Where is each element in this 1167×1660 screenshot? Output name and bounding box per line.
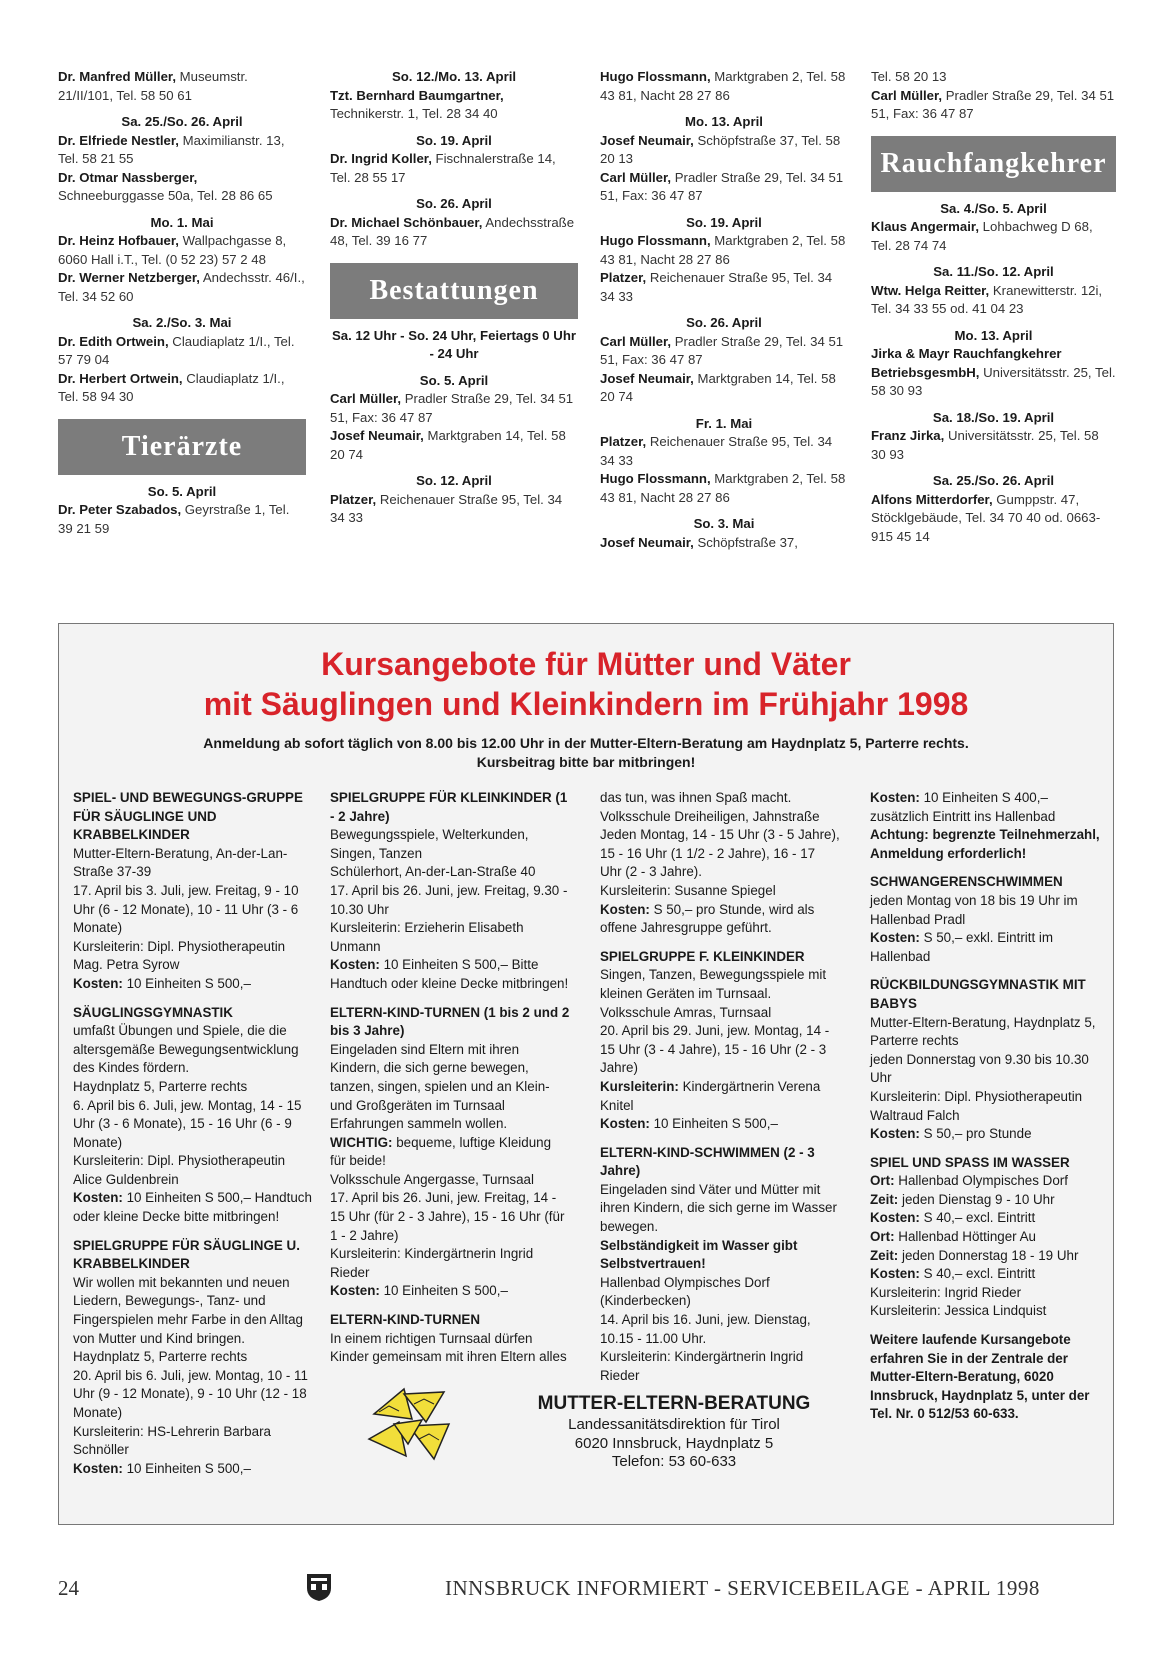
entry-details: Maximilianstr. 13, Tel. 58 21 55 xyxy=(58,132,285,166)
course-keyline xyxy=(330,1282,570,1301)
listing-column-2 xyxy=(330,68,578,528)
date-heading: So. 3. Mai xyxy=(693,516,755,531)
listing-entry xyxy=(871,68,1116,87)
course-value: 10 Einheiten S 500,– xyxy=(649,1116,778,1132)
course-text: Mutter-Eltern-Beratung, Haydnplatz 5, Parterre rechts xyxy=(870,1014,1096,1049)
course-text: Kursleiterin: Dipl. Physiotherapeutin Mag. Petra Syrow xyxy=(73,938,286,973)
listing-entry xyxy=(58,169,306,206)
entry-name: Dr. Werner Netzberger, xyxy=(58,270,200,285)
entry-details: Andechsstr. 46/I., Tel. 34 52 60 xyxy=(58,270,305,304)
course-text: 14. April bis 16. Juni, jew. Dienstag, 10.15 - 11.00 Uhr. xyxy=(600,1312,811,1346)
course-text: Haydnplatz 5, Parterre rechts xyxy=(73,1349,248,1365)
registration-line-2: Kursbeitrag bitte bar mitbringen! xyxy=(476,754,696,770)
entry-details: Claudiaplatz 1/I., Tel. 58 94 30 xyxy=(58,370,285,404)
listing-entry xyxy=(330,87,578,124)
course-value: 10 Einheiten S 500,– Bitte Handtuch oder kleine Decke mitbringen! xyxy=(330,957,569,991)
course-heading: Weitere laufende Kursangebote erfahren Sie in der Zentrale der Mutter-Eltern-Beratung, 6020 Innsbruck, Haydnplatz 5, unter der Tel. Nr. 0 512/53 60-633. xyxy=(870,1332,1090,1422)
entry-details: Fischnalerstraße 14, Tel. 28 55 17 xyxy=(330,151,556,185)
organization-info xyxy=(519,1392,829,1472)
course-keyline xyxy=(330,956,570,993)
course-text: Volksschule Dreiheiligen, Jahnstraße xyxy=(600,808,820,824)
hours-note: Sa. 12 Uhr - So. 24 Uhr, Feiertags 0 Uhr - 24 Uhr xyxy=(331,327,577,361)
course-text: Eingeladen sind Eltern mit ihren Kindern, die sich gerne bewegen, tanzen, singen, spielen und an Klein- und Großgeräten im Turnsaal Erfahrungen sammeln wollen. xyxy=(330,1041,550,1132)
entry-name: Josef Neumair, xyxy=(600,132,694,148)
course-value: 10 Einheiten S 500,– Handtuch oder kleine Decke bitte mitbringen! xyxy=(73,1190,312,1225)
listing-column-4 xyxy=(871,68,1116,546)
date-heading: So. 12./Mo. 13. April xyxy=(391,69,517,84)
course-text: Kursleiterin: Dipl. Physiotherapeutin Waltraud Falch xyxy=(870,1088,1083,1123)
course-column-1 xyxy=(73,789,313,1478)
course-text: Wir wollen mit bekannten und neuen Liedern, Bewegungs-, Tanz- und Fingerspielen mehr Farbe in den Alltag von Mutter und Kind bringen. xyxy=(73,1274,304,1346)
course-emphasis: Selbständigkeit im Wasser gibt Selbstvertrauen! xyxy=(600,1237,798,1272)
entry-details: Gumppstr. 47, Stöcklgebäude, Tel. 34 70 40 od. 0663-915 45 14 xyxy=(871,491,1101,544)
entry-details: Marktgraben 2, Tel. 58 43 81, Nacht 28 27 86 xyxy=(600,471,846,505)
entry-details: Universitätsstr. 25, Tel. 58 30 93 xyxy=(871,428,1099,462)
course-value: Kindergärtnerin Verena Knitel xyxy=(600,1078,821,1113)
publication-title: INNSBRUCK INFORMIERT - SERVICEBEILAGE - APRIL 1998 xyxy=(445,1576,1040,1600)
course-value: 10 Einheiten S 500,– xyxy=(122,975,251,991)
course-key: Kosten: xyxy=(600,1116,650,1132)
course-text: 17. April bis 3. Juli, jew. Freitag, 9 - 10 Uhr (6 - 12 Monate), 10 - 11 Uhr (3 - 6 Monate) xyxy=(73,882,299,936)
listing-entry xyxy=(58,132,306,169)
listing-entry xyxy=(600,433,848,470)
entry-name: Franz Jirka, xyxy=(871,428,945,443)
entry-name: Platzer, xyxy=(330,491,377,507)
triangles-logo-icon xyxy=(364,1384,454,1464)
course-title-line-1: Kursangebote für Mütter und Väter xyxy=(321,646,851,682)
listing-entry xyxy=(600,232,848,269)
entry-name: Dr. Peter Szabados, xyxy=(58,502,182,517)
course-key: WICHTIG: xyxy=(330,1134,393,1150)
listing-entry xyxy=(600,269,848,306)
course-text: Kursleiterin: Kindergärtnerin Ingrid Rieder xyxy=(600,1349,804,1383)
date-heading: Sa. 18./So. 19. April xyxy=(932,409,1055,425)
course-value: S 50,– exkl. Eintritt im Hallenbad xyxy=(870,930,1054,964)
course-heading: SPIELGRUPPE FÜR SÄUGLINGE U. KRABBELKINDER xyxy=(73,1237,300,1272)
course-text: Bewegungsspiele, Welterkunden, Singen, Tanzen xyxy=(330,827,529,861)
entry-details: Marktgraben 2, Tel. 58 43 81, Nacht 28 27 86 xyxy=(600,69,846,103)
course-heading: SPIELGRUPPE F. KLEINKINDER xyxy=(600,948,805,964)
course-keyline xyxy=(600,1078,840,1115)
date-heading: So. 19. April xyxy=(686,214,762,230)
course-value: 10 Einheiten S 400,– zusätzlich Eintritt ins Hallenbad xyxy=(870,790,1056,824)
listing-entry xyxy=(330,491,578,528)
listing-entry xyxy=(600,470,848,507)
course-value: S 40,– excl. Eintritt xyxy=(919,1210,1036,1226)
date-heading: Sa. 2./So. 3. Mai xyxy=(132,315,232,330)
listing-entry xyxy=(871,427,1116,464)
course-text: Volksschule Amras, Turnsaal xyxy=(600,1004,772,1020)
entry-name: Carl Müller, xyxy=(600,169,672,185)
course-key: Kosten: xyxy=(870,1126,920,1142)
innsbruck-emblem-icon xyxy=(305,1570,333,1602)
entry-name: Wtw. Helga Reitter, xyxy=(871,282,990,298)
course-value: 10 Einheiten S 500,– xyxy=(122,1460,251,1476)
date-heading: Mo. 1. Mai xyxy=(150,214,214,230)
entry-name: Dr. Michael Schönbauer, xyxy=(330,214,483,230)
entry-details: Pradler Straße 29, Tel. 34 51 51, Fax: 36 47 87 xyxy=(600,333,844,367)
listing-entry xyxy=(871,491,1116,547)
course-key: Ort: xyxy=(870,1229,895,1245)
listing-column-1 xyxy=(58,68,306,538)
course-key: Kosten: xyxy=(73,975,123,991)
entry-details: Marktgraben 2, Tel. 58 43 81, Nacht 28 27 86 xyxy=(600,233,846,267)
listing-entry xyxy=(58,370,306,407)
listing-entry xyxy=(330,214,578,251)
entry-name: Dr. Herbert Ortwein, xyxy=(58,370,183,386)
course-key: Kosten: xyxy=(330,1283,380,1299)
date-heading: Sa. 25./So. 26. April xyxy=(932,473,1055,488)
course-keyline xyxy=(330,1134,570,1171)
course-key: Kosten: xyxy=(870,930,920,946)
listing-entry xyxy=(58,68,306,105)
course-text: Kursleiterin: Kindergärtnerin Ingrid Rieder xyxy=(330,1246,534,1280)
listing-entry xyxy=(330,150,578,187)
course-text: 6. April bis 6. Juli, jew. Montag, 14 - 15 Uhr (3 - 6 Monate), 15 - 16 Uhr (6 - 9 Monate) xyxy=(73,1097,302,1150)
entry-details: Kranewitterstr. 12i, Tel. 34 33 55 od. 41 04 23 xyxy=(871,282,1103,316)
course-text: umfaßt Übungen und Spiele, die die altersgemäße Bewegungsentwicklung des Kindes fördern. xyxy=(73,1023,299,1076)
course-text: Hallenbad Olympisches Dorf (Kinderbecken) xyxy=(600,1274,770,1309)
course-column-3 xyxy=(600,789,840,1385)
course-text: Haydnplatz 5, Parterre rechts xyxy=(73,1078,248,1094)
course-value: S 40,– excl. Eintritt xyxy=(919,1266,1036,1282)
entry-name: Josef Neumair, xyxy=(330,428,424,443)
entry-name: Alfons Mitterdorfer, xyxy=(871,491,993,507)
section-banner: Tierärzte xyxy=(58,419,306,475)
entry-details: Museumstr. 21/II/101, Tel. 58 50 61 xyxy=(58,69,248,103)
course-heading: ELTERN-KIND-TURNEN (1 bis 2 und 2 bis 3 Jahre) xyxy=(330,1004,570,1039)
entry-name: Dr. Edith Ortwein, xyxy=(58,333,169,349)
org-line-1: Landessanitätsdirektion für Tirol xyxy=(568,1416,780,1433)
course-keyline xyxy=(870,1228,1110,1247)
listing-entry xyxy=(600,169,848,206)
course-heading: ELTERN-KIND-SCHWIMMEN (2 - 3 Jahre) xyxy=(600,1144,815,1179)
listing-entry xyxy=(871,345,1116,401)
course-text: jeden Donnerstag von 9.30 bis 10.30 Uhr xyxy=(870,1051,1089,1086)
course-text: Kursleiterin: Susanne Spiegel xyxy=(600,882,776,898)
listing-entry xyxy=(871,282,1116,319)
course-keyline xyxy=(600,1115,840,1134)
entry-name: Tzt. Bernhard Baumgartner, xyxy=(330,87,504,103)
course-column-4 xyxy=(870,789,1110,1424)
listing-entry xyxy=(600,132,848,169)
entry-details: Reichenauer Straße 95, Tel. 34 34 33 xyxy=(600,434,833,468)
entry-name: Jirka & Mayr Rauchfangkehrer BetriebsgesmbH, xyxy=(871,346,1062,380)
entry-details: Reichenauer Straße 95, Tel. 34 34 33 xyxy=(330,491,563,525)
entry-details: Pradler Straße 29, Tel. 34 51 51, Fax: 36 47 87 xyxy=(600,169,844,203)
course-keyline xyxy=(73,1189,313,1226)
listing-entry xyxy=(600,68,848,105)
entry-name: Dr. Elfriede Nestler, xyxy=(58,132,179,148)
course-value: S 50,– pro Stunde xyxy=(919,1126,1032,1142)
date-heading: So. 5. April xyxy=(147,483,217,499)
org-line-3: Telefon: 53 60-633 xyxy=(611,1453,737,1470)
course-heading: SPIEL UND SPASS IM WASSER xyxy=(870,1154,1070,1170)
entry-details: Marktgraben 14, Tel. 58 20 74 xyxy=(330,428,566,462)
course-text: Kursleiterin: Erzieherin Elisabeth Unmann xyxy=(330,920,524,954)
course-key: Kosten: xyxy=(870,1266,920,1282)
listing-entry xyxy=(330,390,578,427)
course-offer-box xyxy=(58,623,1114,1525)
listing-entry xyxy=(871,218,1116,255)
course-text: jeden Montag von 18 bis 19 Uhr im Hallenbad Pradl xyxy=(870,892,1078,927)
course-text: Singen, Tanzen, Bewegungsspiele mit kleinen Geräten im Turnsaal. xyxy=(600,967,827,1001)
listing-column-3 xyxy=(600,68,848,552)
course-keyline xyxy=(600,901,840,938)
course-text: Eingeladen sind Väter und Mütter mit ihren Kindern, die sich gerne im Wasser bewegen. xyxy=(600,1181,837,1235)
listing-entry xyxy=(871,87,1116,124)
entry-details: Schneeburggasse 50a, Tel. 28 86 65 xyxy=(58,188,273,203)
course-value: jeden Donnerstag 18 - 19 Uhr xyxy=(898,1247,1079,1263)
course-value: 10 Einheiten S 500,– xyxy=(379,1283,508,1299)
course-title-line-2: mit Säuglingen und Kleinkindern im Frühjahr 1998 xyxy=(203,686,969,722)
course-text: 17. April bis 26. Juni, jew. Freitag, 9.30 - 10.30 Uhr xyxy=(330,882,568,917)
org-line-2: 6020 Innsbruck, Haydnplatz 5 xyxy=(574,1434,774,1452)
entry-details: Geyrstraße 1, Tel. 39 21 59 xyxy=(58,502,290,536)
course-heading: RÜCKBILDUNGSGYMNASTIK MIT BABYS xyxy=(870,977,1086,1011)
entry-name: Hugo Flossmann, xyxy=(600,471,711,486)
course-keyline xyxy=(73,975,313,994)
entry-name: Carl Müller, xyxy=(871,87,943,103)
listing-entry xyxy=(58,501,306,538)
date-heading: Mo. 13. April xyxy=(954,327,1033,343)
course-heading: SPIELGRUPPE FÜR KLEINKINDER (1 - 2 Jahre) xyxy=(330,790,568,824)
listing-entry xyxy=(600,333,848,370)
entry-name: Dr. Heinz Hofbauer, xyxy=(58,233,179,248)
entry-details: Andechsstraße 48, Tel. 39 16 77 xyxy=(330,214,575,248)
course-box-title xyxy=(59,644,1113,724)
course-keyline xyxy=(870,1265,1110,1284)
listing-entry xyxy=(600,534,848,553)
entry-details: Pradler Straße 29, Tel. 34 51 51, Fax: 36 47 87 xyxy=(871,87,1115,121)
course-value: Hallenbad Höttinger Au xyxy=(894,1229,1036,1245)
entry-details: Tel. 58 20 13 xyxy=(871,69,947,84)
course-keyline xyxy=(870,1247,1110,1266)
date-heading: Sa. 25./So. 26. April xyxy=(121,114,243,129)
course-key: Kosten: xyxy=(330,957,380,973)
entry-name: Josef Neumair, xyxy=(600,370,694,386)
listing-entry xyxy=(58,269,306,306)
course-heading: SPIEL- UND BEWEGUNGS-GRUPPE FÜR SÄUGLINGE UND KRABBELKINDER xyxy=(73,790,303,843)
course-key: Ort: xyxy=(870,1173,895,1189)
date-heading: Sa. 4./So. 5. April xyxy=(940,200,1047,216)
course-value: jeden Dienstag 9 - 10 Uhr xyxy=(898,1191,1055,1207)
course-key: Kosten: xyxy=(73,1190,123,1206)
course-value: S 50,– pro Stunde, wird als offene Jahresgruppe geführt. xyxy=(600,901,815,936)
entry-details: Pradler Straße 29, Tel. 34 51 51, Fax: 36 47 87 xyxy=(330,391,574,425)
course-keyline xyxy=(870,1191,1110,1210)
listing-entry xyxy=(330,427,578,464)
course-key: Kosten: xyxy=(870,790,920,805)
entry-name: Dr. Ingrid Koller, xyxy=(330,151,432,166)
entry-details: Marktgraben 14, Tel. 58 20 74 xyxy=(600,370,836,404)
entry-name: Platzer, xyxy=(600,434,647,449)
entry-details: Schöpfstraße 37, Tel. 58 20 13 xyxy=(600,132,841,166)
entry-details: Universitätsstr. 25, Tel. 58 30 93 xyxy=(871,364,1116,398)
course-keyline xyxy=(870,1209,1110,1228)
course-key: Kosten: xyxy=(600,901,650,917)
course-heading: SÄUGLINGSGYMNASTIK xyxy=(73,1004,233,1020)
course-heading: ELTERN-KIND-TURNEN xyxy=(330,1312,481,1328)
org-name: MUTTER-ELTERN-BERATUNG xyxy=(537,1393,811,1414)
date-heading: So. 26. April xyxy=(686,315,762,330)
entry-details: Technikerstr. 1, Tel. 28 34 40 xyxy=(330,106,498,121)
course-keyline xyxy=(73,1460,313,1479)
course-text: Jeden Montag, 14 - 15 Uhr (3 - 5 Jahre), 15 - 16 Uhr (1 1/2 - 2 Jahre), 16 - 17 Uhr (2 - 3 Jahre). xyxy=(600,827,840,880)
date-heading: So. 12. April xyxy=(416,473,492,488)
date-heading: Mo. 13. April xyxy=(685,114,763,129)
entry-name: Klaus Angermair, xyxy=(871,219,979,234)
date-heading: Sa. 11./So. 12. April xyxy=(933,264,1054,279)
date-heading: So. 26. April xyxy=(416,196,492,211)
course-value: bequeme, luftige Kleidung für beide! xyxy=(330,1134,552,1169)
listing-entry xyxy=(58,232,306,269)
entry-name: Carl Müller, xyxy=(600,333,672,349)
entry-details: Schöpfstraße 37, xyxy=(693,534,798,550)
course-key: Kosten: xyxy=(73,1460,123,1476)
date-heading: So. 19. April xyxy=(416,132,492,148)
listing-entry xyxy=(600,370,848,407)
entry-details: Lohbachweg D 68, Tel. 28 74 74 xyxy=(871,219,1093,253)
section-banner: Bestattungen xyxy=(330,263,578,319)
course-key: Zeit: xyxy=(870,1247,899,1263)
course-emphasis: Achtung: begrenzte Teilnehmerzahl, Anmeldung erforderlich! xyxy=(870,827,1100,861)
registration-line-1: Anmeldung ab sofort täglich von 8.00 bis 12.00 Uhr in der Mutter-Eltern-Beratung am Haydnplatz 5, Parterre rechts. xyxy=(203,735,969,751)
course-keyline xyxy=(870,789,1110,826)
course-text: Volksschule Angergasse, Turnsaal xyxy=(330,1171,534,1187)
entry-name: Hugo Flossmann, xyxy=(600,233,711,248)
course-text: 20. April bis 6. Juli, jew. Montag, 10 - 11 Uhr (9 - 12 Monate), 9 - 10 Uhr (12 - 18 Monate) xyxy=(73,1367,308,1420)
course-key: Zeit: xyxy=(870,1191,899,1207)
course-text: das tun, was ihnen Spaß macht. xyxy=(600,790,792,805)
course-text: 17. April bis 26. Juni, jew. Freitag, 14 - 15 Uhr (für 2 - 3 Jahre), 15 - 16 Uhr (für 1 - 2 Jahre) xyxy=(330,1190,565,1243)
entry-name: Dr. Otmar Nassberger, xyxy=(58,169,198,185)
course-text: 20. April bis 29. Juni, jew. Montag, 14 - 15 Uhr (3 - 4 Jahre), 15 - 16 Uhr (2 - 3 Jahre) xyxy=(600,1023,830,1076)
course-keyline xyxy=(870,1172,1110,1191)
page-number: 24 xyxy=(58,1576,79,1600)
entry-name: Hugo Flossmann, xyxy=(600,69,711,84)
course-key: Kosten: xyxy=(870,1210,920,1226)
course-text: Kursleiterin: HS-Lehrerin Barbara Schnöller xyxy=(73,1423,271,1458)
entry-name: Platzer, xyxy=(600,270,647,285)
registration-info xyxy=(59,734,1113,772)
entry-name: Carl Müller, xyxy=(330,391,402,406)
course-text: Mutter-Eltern-Beratung, An-der-Lan-Straße 37-39 xyxy=(73,845,288,880)
section-banner: Rauchfangkehrer xyxy=(871,136,1116,192)
entry-details: Reichenauer Straße 95, Tel. 34 34 33 xyxy=(600,270,833,304)
course-text: In einem richtigen Turnsaal dürfen Kinder gemeinsam mit ihren Eltern alles xyxy=(330,1330,567,1365)
entry-details: Claudiaplatz 1/I., Tel. 57 79 04 xyxy=(58,333,295,367)
entry-name: Dr. Manfred Müller, xyxy=(58,69,176,84)
course-text: Kursleiterin: Ingrid Rieder xyxy=(870,1284,1022,1300)
listing-entry xyxy=(58,333,306,370)
course-value: Hallenbad Olympisches Dorf xyxy=(894,1173,1068,1189)
date-heading: So. 5. April xyxy=(419,372,489,388)
course-text: Kursleiterin: Jessica Lindquist xyxy=(870,1303,1047,1319)
entry-name: Josef Neumair, xyxy=(600,534,694,550)
course-column-2 xyxy=(330,789,570,1367)
date-heading: Fr. 1. Mai xyxy=(695,415,753,431)
course-key: Kursleiterin: xyxy=(600,1078,679,1094)
course-text: Schülerhort, An-der-Lan-Straße 40 xyxy=(330,864,536,880)
entry-details: Wallpachgasse 8, 6060 Hall i.T., Tel. (0 52 23) 57 2 48 xyxy=(58,233,287,267)
course-heading: SCHWANGERENSCHWIMMEN xyxy=(870,874,1063,890)
course-keyline xyxy=(870,1125,1110,1144)
course-text: Kursleiterin: Dipl. Physiotherapeutin Alice Guldenbrein xyxy=(73,1153,286,1187)
course-keyline xyxy=(870,929,1110,966)
